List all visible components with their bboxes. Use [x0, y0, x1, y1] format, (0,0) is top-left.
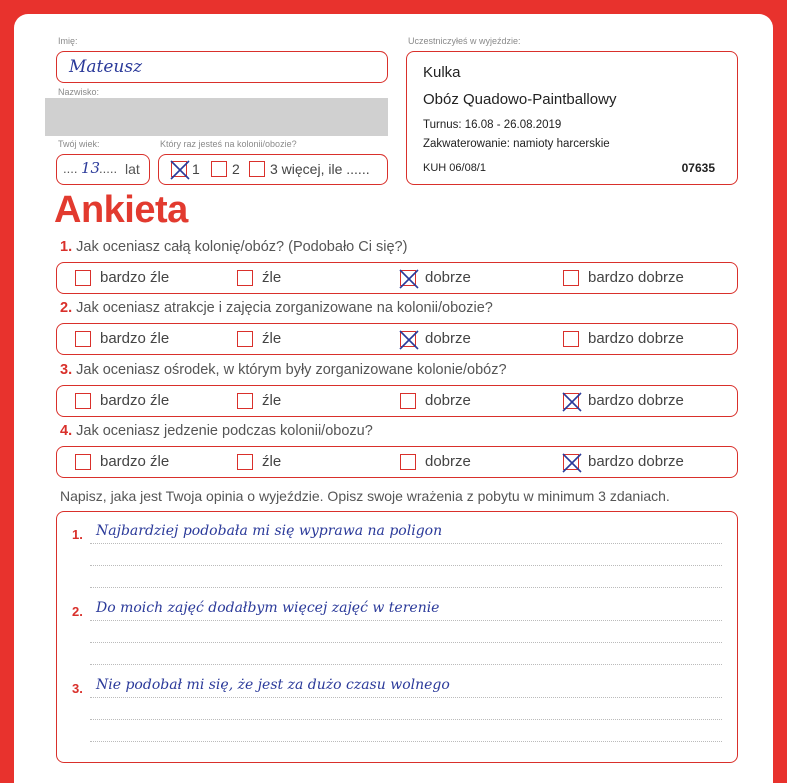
trip-number: 07635 — [681, 161, 715, 175]
rating-option-label: źle — [262, 453, 282, 470]
writing-line — [90, 543, 722, 544]
rating-option-label: bardzo dobrze — [588, 392, 684, 409]
writing-line — [90, 642, 722, 643]
rating-checkbox[interactable] — [563, 270, 579, 286]
writing-line — [90, 587, 722, 588]
rating-option-label: bardzo dobrze — [588, 330, 684, 347]
rating-checkbox[interactable] — [400, 270, 416, 286]
rating-checkbox[interactable] — [75, 454, 91, 470]
writing-line — [90, 719, 722, 720]
opinion-answer: Najbardziej podobała mi się wyprawa na poligon — [96, 523, 443, 539]
age-suffix: lat — [125, 161, 140, 177]
which-time-field — [158, 154, 388, 185]
name-field[interactable] — [56, 51, 388, 83]
surname-label: Nazwisko: — [58, 87, 100, 97]
rating-checkbox[interactable] — [75, 331, 91, 347]
writing-line — [90, 741, 722, 742]
opinion-answer: Nie podobał mi się, że jest za dużo czasu wolnego — [96, 677, 450, 693]
name-label: Imię: — [58, 36, 78, 46]
rating-option-label: źle — [262, 392, 282, 409]
rating-checkbox[interactable] — [75, 270, 91, 286]
rating-checkbox[interactable] — [563, 393, 579, 409]
trip-company: Kulka — [423, 64, 461, 81]
question-2 — [60, 300, 493, 316]
rating-checkbox[interactable] — [237, 270, 253, 286]
opinion-number: 3. — [72, 681, 83, 696]
turnus-label: Turnus: — [423, 119, 462, 131]
which-time-checkbox-1[interactable] — [171, 161, 187, 177]
rating-checkbox[interactable] — [400, 393, 416, 409]
rating-option-label: dobrze — [425, 330, 471, 347]
rating-option-label: bardzo dobrze — [588, 269, 684, 286]
rating-option-label: dobrze — [425, 453, 471, 470]
which-time-checkbox-2[interactable] — [211, 161, 227, 177]
age-value: 13 — [81, 159, 101, 177]
opinion-prompt: Napisz, jaka jest Twoja opinia o wyjeździe. Opisz swoje wrażenia z pobytu w minimum 3 zdaniach. — [60, 488, 670, 504]
question-1 — [60, 239, 407, 255]
trip-accommodation — [423, 138, 610, 150]
rating-checkbox[interactable] — [563, 331, 579, 347]
writing-line — [90, 697, 722, 698]
turnus-value: 16.08 - 26.08.2019 — [464, 119, 562, 131]
rating-option-label: dobrze — [425, 269, 471, 286]
opinion-answer: Do moich zajęć dodałbym więcej zajęć w terenie — [96, 600, 440, 616]
which-time-label: Który raz jesteś na kolonii/obozie? — [160, 139, 297, 149]
which-time-option-2: 2 — [232, 161, 240, 177]
checkbox-x-mark-icon — [398, 329, 420, 351]
rating-checkbox[interactable] — [400, 331, 416, 347]
rating-option-label: bardzo źle — [100, 392, 170, 409]
surname-redacted-field — [45, 98, 388, 136]
page-title: Ankieta — [54, 189, 188, 231]
rating-option-label: źle — [262, 269, 282, 286]
question-number: 2. — [60, 300, 73, 316]
checkbox-x-mark-icon — [398, 268, 420, 290]
writing-line — [90, 620, 722, 621]
age-label: Twój wiek: — [58, 139, 100, 149]
rating-checkbox[interactable] — [400, 454, 416, 470]
rating-checkbox[interactable] — [237, 454, 253, 470]
age-dots-right: ..... — [99, 161, 118, 176]
rating-option-label: bardzo dobrze — [588, 453, 684, 470]
writing-line — [90, 565, 722, 566]
trip-turnus — [423, 119, 561, 131]
which-time-option-1: 1 — [192, 161, 200, 177]
question-4 — [60, 423, 373, 439]
which-time-checkbox-3[interactable] — [249, 161, 265, 177]
question-text: Jak oceniasz jedzenie podczas kolonii/obozu? — [76, 423, 373, 439]
checkbox-x-mark-icon — [561, 452, 583, 474]
accommodation-value: namioty harcerskie — [513, 138, 610, 150]
which-time-option-3: 3 więcej, ile ...... — [270, 161, 370, 177]
checkbox-x-mark-icon — [561, 391, 583, 413]
writing-line — [90, 664, 722, 665]
question-number: 3. — [60, 362, 73, 378]
rating-checkbox[interactable] — [237, 393, 253, 409]
question-text: Jak oceniasz ośrodek, w którym były zorganizowane kolonie/obóz? — [76, 362, 507, 378]
question-text: Jak oceniasz atrakcje i zajęcia zorganizowane na kolonii/obozie? — [76, 300, 493, 316]
rating-option-label: bardzo źle — [100, 269, 170, 286]
age-dots-left: .... — [63, 161, 78, 176]
question-3 — [60, 362, 507, 378]
rating-option-label: dobrze — [425, 392, 471, 409]
trip-info-box — [406, 51, 738, 185]
rating-checkbox[interactable] — [563, 454, 579, 470]
rating-option-label: bardzo źle — [100, 453, 170, 470]
name-value: Mateusz — [69, 57, 143, 77]
trip-camp-name: Obóz Quadowo-Paintballowy — [423, 91, 617, 108]
rating-option-label: źle — [262, 330, 282, 347]
rating-checkbox[interactable] — [237, 331, 253, 347]
opinion-number: 1. — [72, 527, 83, 542]
checkbox-x-mark-icon — [169, 159, 191, 181]
rating-checkbox[interactable] — [75, 393, 91, 409]
opinion-number: 2. — [72, 604, 83, 619]
opinion-box[interactable] — [56, 511, 738, 763]
age-field[interactable] — [56, 154, 150, 185]
rating-option-label: bardzo źle — [100, 330, 170, 347]
question-number: 4. — [60, 423, 73, 439]
question-number: 1. — [60, 239, 73, 255]
accommodation-label: Zakwaterowanie: — [423, 138, 510, 150]
question-text: Jak oceniasz całą kolonię/obóz? (Podobało Ci się?) — [76, 239, 408, 255]
trip-label: Uczestniczyłeś w wyjeździe: — [408, 36, 521, 46]
trip-code: KUH 06/08/1 — [423, 162, 486, 174]
